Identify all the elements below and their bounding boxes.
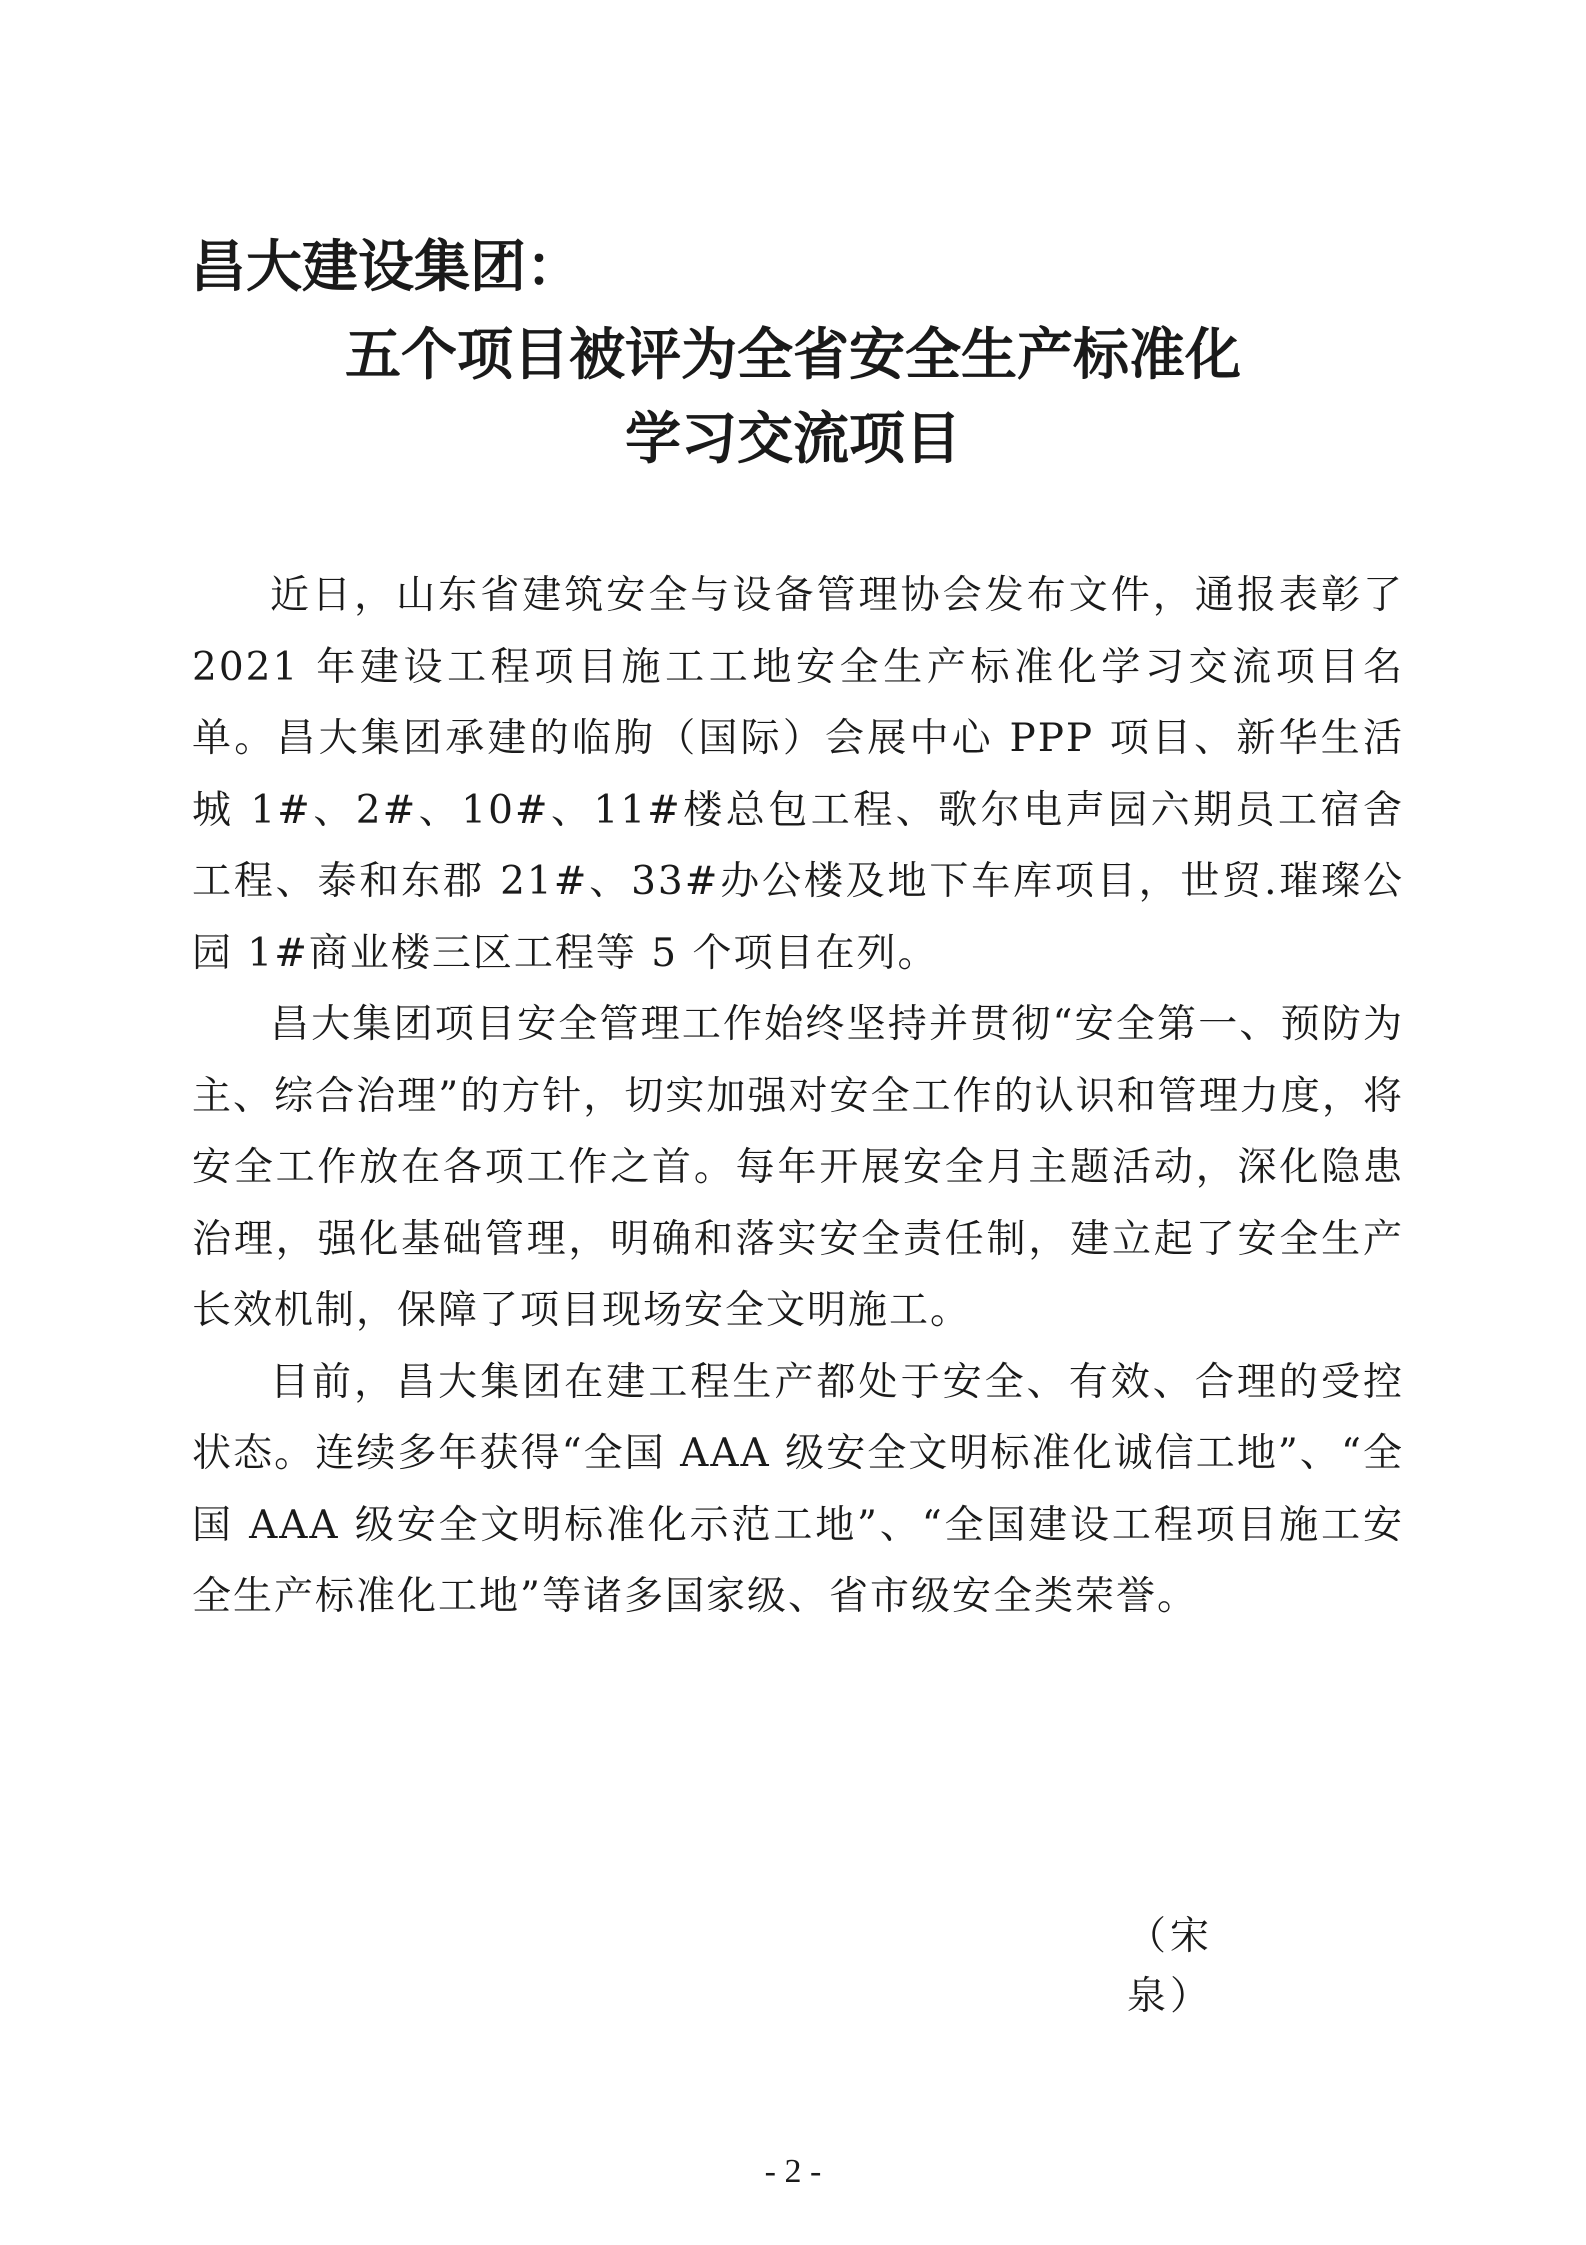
author-byline: （宋泉） <box>1126 1914 1213 2019</box>
paragraph-3: 目前，昌大集团在建工程生产都处于安全、有效、合理的受控状态。连续多年获得“全国 AAA 级安全文明标准化诚信工地”、“全国 AAA 级安全文明标准化示范工地”、“全国建设工程项目施工安全生产标准化工地”等诸多国家级、省市级安全类荣誉。 <box>192 1359 1404 1619</box>
page-number: - 2 - <box>764 2153 822 2190</box>
paragraph-1: 近日，山东省建筑安全与设备管理协会发布文件，通报表彰了 2021 年建设工程项目施工工地安全生产标准化学习交流项目名单。昌大集团承建的临朐（国际）会展中心 PPP 项目、新华生活城 1#、2#、10#、11#楼总包工程、歌尔电声园六期员工宿舍工程、泰和东郡 21#、33#办公楼及地下车库项目，世贸.璀璨公园 1#商业楼三区工程等 5 个项目在列。 <box>192 573 1404 976</box>
title-line-2: 五个项目被评为全省安全生产标准化 <box>345 322 1241 388</box>
paragraph-2: 昌大集团项目安全管理工作始终坚持并贯彻“安全第一、预防为主、综合治理”的方针，切实加强对安全工作的认识和管理力度，将安全工作放在各项工作之首。每年开展安全月主题活动，深化隐患治理，强化基础管理，明确和落实安全责任制，建立起了安全生产长效机制，保障了项目现场安全文明施工。 <box>192 1002 1404 1333</box>
article-body <box>192 560 1404 1633</box>
title-line-3: 学习交流项目 <box>625 406 961 472</box>
title-line-1: 昌大建设集团： <box>190 234 582 300</box>
